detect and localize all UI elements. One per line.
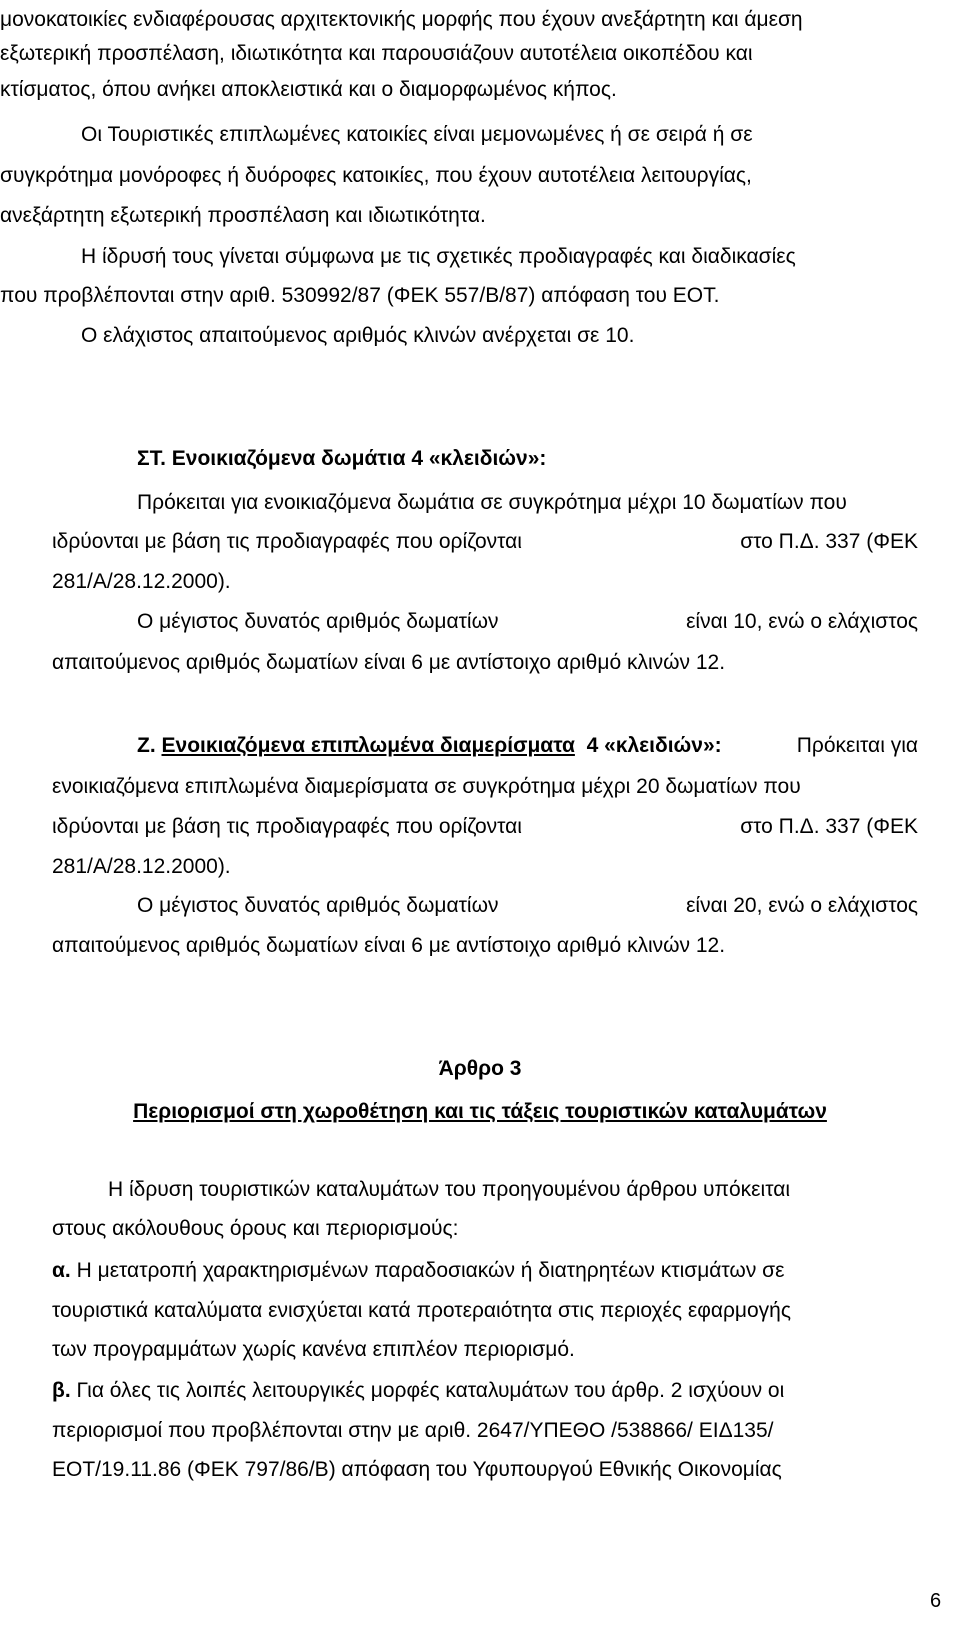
text-segment: ιδρύονται με βάση τις προδιαγραφές που ορίζονται: [52, 530, 522, 553]
list-label: α.: [52, 1259, 71, 1282]
text-line: απαιτούμενος αριθμός δωματίων είναι 6 με αντίστοιχο αριθμό κλινών 12.: [52, 934, 726, 957]
section-heading: ΣΤ. Ενοικιαζόμενα δωμάτια 4 «κλειδιών»:: [137, 447, 547, 470]
text-segment: είναι 20, ενώ ο ελάχιστος: [686, 894, 918, 917]
text-segment: στο Π.Δ. 337 (ΦΕΚ: [740, 530, 918, 553]
list-item: [52, 1257, 918, 1285]
section-keys: 4 «κλειδιών»:: [586, 734, 722, 757]
text-line: μονοκατοικίες ενδιαφέρουσας αρχιτεκτονικής μορφής που έχουν ανεξάρτητη και άμεση: [0, 8, 803, 31]
article-title: Περιορισμοί στη χωροθέτηση και τις τάξεις τουριστικών καταλυμάτων: [133, 1100, 827, 1123]
text-line: συγκρότημα μονόροφες ή δυόροφες κατοικίες, που έχουν αυτοτέλεια λειτουργίας,: [0, 164, 752, 187]
text-segment: Ο μέγιστος δυνατός αριθμός δωματίων: [137, 610, 499, 633]
text-line: περιορισμοί που προβλέπονται στην με αριθ. 2647/ΥΠΕΘΟ /538866/ ΕΙΔ135/: [52, 1419, 774, 1442]
text-line: των προγραμμάτων χωρίς κανένα επιπλέον περιορισμό.: [52, 1338, 575, 1361]
text-segment: στο Π.Δ. 337 (ΦΕΚ: [740, 815, 918, 838]
text-line: [137, 608, 918, 636]
heading-group: [137, 732, 722, 760]
text-line: Οι Τουριστικές επιπλωμένες κατοικίες είναι μεμονωμένες ή σε σειρά ή σε: [81, 123, 753, 146]
text-line: τουριστικά καταλύματα ενισχύεται κατά προτεραιότητα στις περιοχές εφαρμογής: [52, 1299, 791, 1322]
text-line: 281/Α/28.12.2000).: [52, 855, 231, 878]
list-text: Η μετατροπή χαρακτηρισμένων παραδοσιακών ή διατηρητέων κτισμάτων σε: [76, 1259, 785, 1282]
text-line: Πρόκειται για ενοικιαζόμενα δωμάτια σε συγκρότημα μέχρι 10 δωματίων που: [137, 491, 847, 514]
article-number: Άρθρο 3: [438, 1057, 522, 1080]
section-heading: [137, 732, 918, 760]
text-line: κτίσματος, όπου ανήκει αποκλειστικά και ο διαμορφωμένος κήπος.: [0, 78, 617, 101]
section-letter: Ζ.: [137, 734, 156, 757]
text-line: ανεξάρτητη εξωτερική προσπέλαση και ιδιωτικότητα.: [0, 204, 486, 227]
page-number: 6: [930, 1590, 942, 1612]
text-segment: Ο μέγιστος δυνατός αριθμός δωματίων: [137, 894, 499, 917]
text-line: Η ίδρυσή τους γίνεται σύμφωνα με τις σχετικές προδιαγραφές και διαδικασίες: [81, 245, 796, 268]
text-line: 281/Α/28.12.2000).: [52, 570, 231, 593]
text-line: [52, 813, 918, 841]
list-item: [52, 1377, 918, 1405]
text-line: στους ακόλουθους όρους και περιορισμούς:: [52, 1217, 459, 1240]
text-line: εξωτερική προσπέλαση, ιδιωτικότητα και παρουσιάζουν αυτοτέλεια οικοπέδου και: [0, 42, 753, 65]
text-line: [137, 892, 918, 920]
text-line: [52, 528, 918, 556]
text-line: ΕΟΤ/19.11.86 (ΦΕΚ 797/86/Β) απόφαση του Υφυπουργού Εθνικής Οικονομίας: [52, 1458, 782, 1481]
list-label: β.: [52, 1379, 71, 1402]
text-line: ενοικιαζόμενα επιπλωμένα διαμερίσματα σε συγκρότημα μέχρι 20 δωματίων που: [52, 775, 801, 798]
text-line: Η ίδρυση τουριστικών καταλυμάτων του προηγουμένου άρθρου υπόκειται: [108, 1178, 791, 1201]
text-line: Ο ελάχιστος απαιτούμενος αριθμός κλινών ανέρχεται σε 10.: [81, 324, 635, 347]
list-text: Για όλες τις λοιπές λειτουργικές μορφές καταλυμάτων του άρθρ. 2 ισχύουν οι: [76, 1379, 785, 1402]
text-line: απαιτούμενος αριθμός δωματίων είναι 6 με αντίστοιχο αριθμό κλινών 12.: [52, 651, 726, 674]
text-segment: Πρόκειται για: [796, 734, 918, 757]
section-title: Ενοικιαζόμενα επιπλωμένα διαμερίσματα: [161, 734, 575, 757]
text-segment: ιδρύονται με βάση τις προδιαγραφές που ορίζονται: [52, 815, 522, 838]
text-segment: είναι 10, ενώ ο ελάχιστος: [686, 610, 918, 633]
text-line: που προβλέπονται στην αριθ. 530992/87 (ΦΕΚ 557/Β/87) απόφαση του ΕΟΤ.: [0, 284, 720, 307]
